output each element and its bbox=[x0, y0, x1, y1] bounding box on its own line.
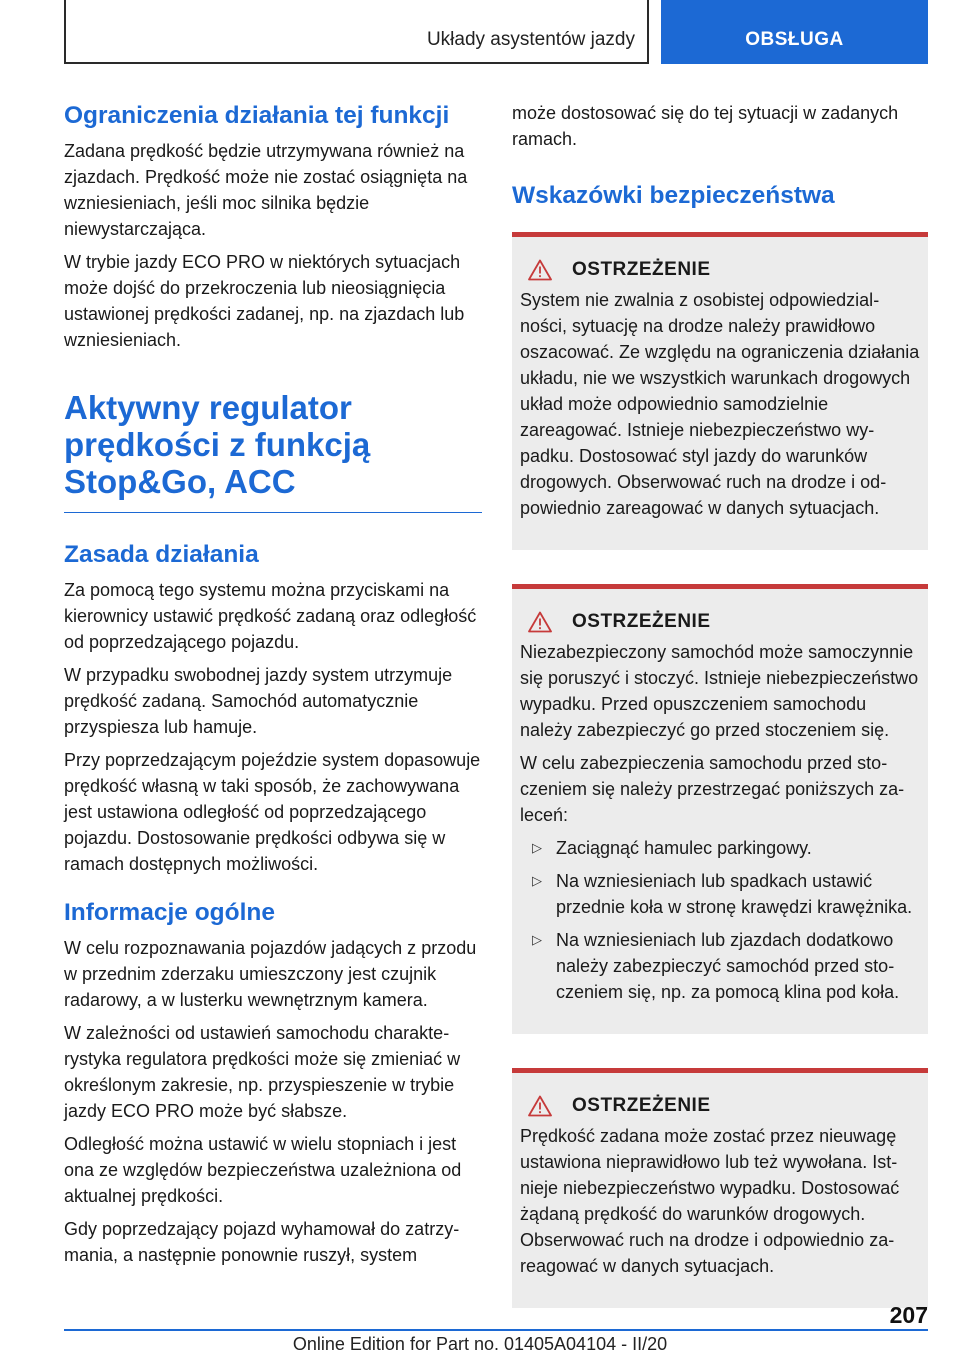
general-paragraph-4: Gdy poprzedzający pojazd wyhamował do zatrzymania, a następnie ponownie ruszył, system bbox=[64, 1219, 460, 1265]
footer-edition: Online Edition for Part no. 01405A04104 - II/20 bbox=[292, 1334, 668, 1354]
header-chapter-title: OBSŁUGA bbox=[745, 29, 844, 50]
general-paragraph-3: Odległość można ustawić w wielu stopniach i jest ona ze względów bezpieczeństwa uzależniona od aktualnej prędkości. bbox=[64, 1134, 462, 1206]
left-column bbox=[64, 100, 482, 1275]
warning-header bbox=[528, 1095, 920, 1117]
warning-title: OSTRZEŻENIE bbox=[572, 611, 711, 632]
limits-heading: Ograniczenia działania tej funkcji bbox=[64, 102, 450, 129]
list-item-text: Na wzniesieniach lub zjazdach dodatkowo należy zabezpieczyć samochód przed stoczeniem się, np. za pomocą klina pod koła. bbox=[556, 930, 900, 1002]
principle-paragraph-3: Przy poprzedzającym pojeździe system dopasowuje prędkość własną w taki sposób, że zachowywana jest ustawiona odległość od poprzedzającego pojazdu. Dostosowanie prędkości odbywa się w ramach dostępnych możliwości. bbox=[64, 750, 481, 874]
warning-title: OSTRZEŻENIE bbox=[572, 1095, 711, 1116]
warning-box-2 bbox=[512, 584, 928, 1034]
header-section-title: Układy asystentów jazdy bbox=[426, 29, 635, 50]
warning-bullet-list bbox=[520, 835, 920, 1005]
warning-header bbox=[528, 611, 920, 633]
principle-paragraph-1: Za pomocą tego systemu można przyciskami na kierownicy ustawić prędkość zadaną oraz odległość od poprzedzającego pojazdu. bbox=[64, 580, 477, 652]
warning-box-3 bbox=[512, 1068, 928, 1308]
bullet-triangle-icon: ▷ bbox=[532, 932, 542, 947]
warning-text-2: W celu zabezpieczenia samochodu przed stoczeniem się należy przestrzegać poniższych zaleceń: bbox=[520, 753, 905, 825]
list-item-text: Zaciągnąć hamulec parkingowy. bbox=[556, 838, 812, 858]
footer-divider bbox=[64, 1329, 928, 1331]
page-number: 207 bbox=[889, 1302, 928, 1328]
list-item bbox=[520, 868, 920, 920]
header-chapter-tab bbox=[661, 0, 928, 64]
list-item-text: Na wzniesieniach lub spadkach ustawić przednie koła w stronę krawędzi krawężnika. bbox=[556, 871, 913, 917]
section-title: Aktywny regulator prędkości z funkcją Stop&Go, ACC bbox=[64, 389, 482, 513]
limits-paragraph-1: Zadana prędkość będzie utrzymywana również na zjazdach. Prędkość może nie zostać osiągnięta na wzniesieniach, jeśli moc silnika będzie niewystarczająca. bbox=[64, 141, 468, 239]
warning-title: OSTRZEŻENIE bbox=[572, 259, 711, 280]
bullet-triangle-icon: ▷ bbox=[532, 873, 542, 888]
warning-text: Prędkość zadana może zostać przez nieuwagę ustawiona nieprawidłowo lub też wywołana. Istnieje niebezpieczeństwo wypadku. Dostosować żądaną prędkość do warunków drogowych. Obserwować ruch na drodze i odpowiednio zareagować w danych sytuacjach. bbox=[520, 1126, 900, 1276]
safety-heading: Wskazówki bezpieczeństwa bbox=[512, 182, 835, 209]
warning-box-1 bbox=[512, 232, 928, 550]
warning-text: Niezabezpieczony samochód może samoczynnie się poruszyć i stoczyć. Istnieje niebezpieczeństwo wypadku. Przed opuszczeniem samochodu należy zabezpieczyć go przed stoczeniem się. bbox=[520, 642, 919, 740]
continuation-paragraph: może dostosować się do tej sytuacji w zadanych ramach. bbox=[512, 103, 899, 149]
warning-triangle-icon bbox=[528, 259, 552, 281]
warning-text: System nie zwalnia z osobistej odpowiedzialności, sytuację na drodze należy prawidłowo oszacować. Ze względu na ograniczenia działania układu, nie we wszystkich warunkach drogowych układ może odpowiednio samodzielnie zareagować. Istnieje niebezpieczeństwo wypadku. Dostosować styl jazdy do warunków drogowych. Obserwować ruch na drodze i odpowiednio zareagować w danych sytuacjach. bbox=[520, 290, 920, 518]
general-paragraph-2: W zależności od ustawień samochodu charakterystyka regulatora prędkości może się zmieniać w określonym zakresie, np. przyspieszenie w trybie jazdy ECO PRO może być słabsze. bbox=[64, 1023, 461, 1121]
page-header bbox=[64, 0, 928, 64]
bullet-triangle-icon: ▷ bbox=[532, 840, 542, 855]
warning-header bbox=[528, 259, 920, 281]
principle-paragraph-2: W przypadku swobodnej jazdy system utrzymuje prędkość zadaną. Samochód automatycznie przyspiesza lub hamuje. bbox=[64, 665, 453, 737]
general-paragraph-1: W celu rozpoznawania pojazdów jadących z przodu w przednim zderzaku umieszczony jest czujnik radarowy, a w lusterku wewnętrznym kamera. bbox=[64, 938, 477, 1010]
principle-heading: Zasada działania bbox=[64, 541, 259, 568]
warning-triangle-icon bbox=[528, 1095, 552, 1117]
limits-paragraph-2: W trybie jazdy ECO PRO w niektórych sytuacjach może dojść do przekroczenia lub nieosiągnięcia ustawionej prędkości zadanej, np. na zjazdach lub wzniesieniach. bbox=[64, 252, 465, 350]
list-item bbox=[520, 835, 920, 861]
list-item bbox=[520, 927, 920, 1005]
warning-triangle-icon bbox=[528, 611, 552, 633]
general-heading: Informacje ogólne bbox=[64, 899, 276, 926]
right-column bbox=[512, 100, 928, 1342]
header-section-tab bbox=[64, 0, 649, 64]
